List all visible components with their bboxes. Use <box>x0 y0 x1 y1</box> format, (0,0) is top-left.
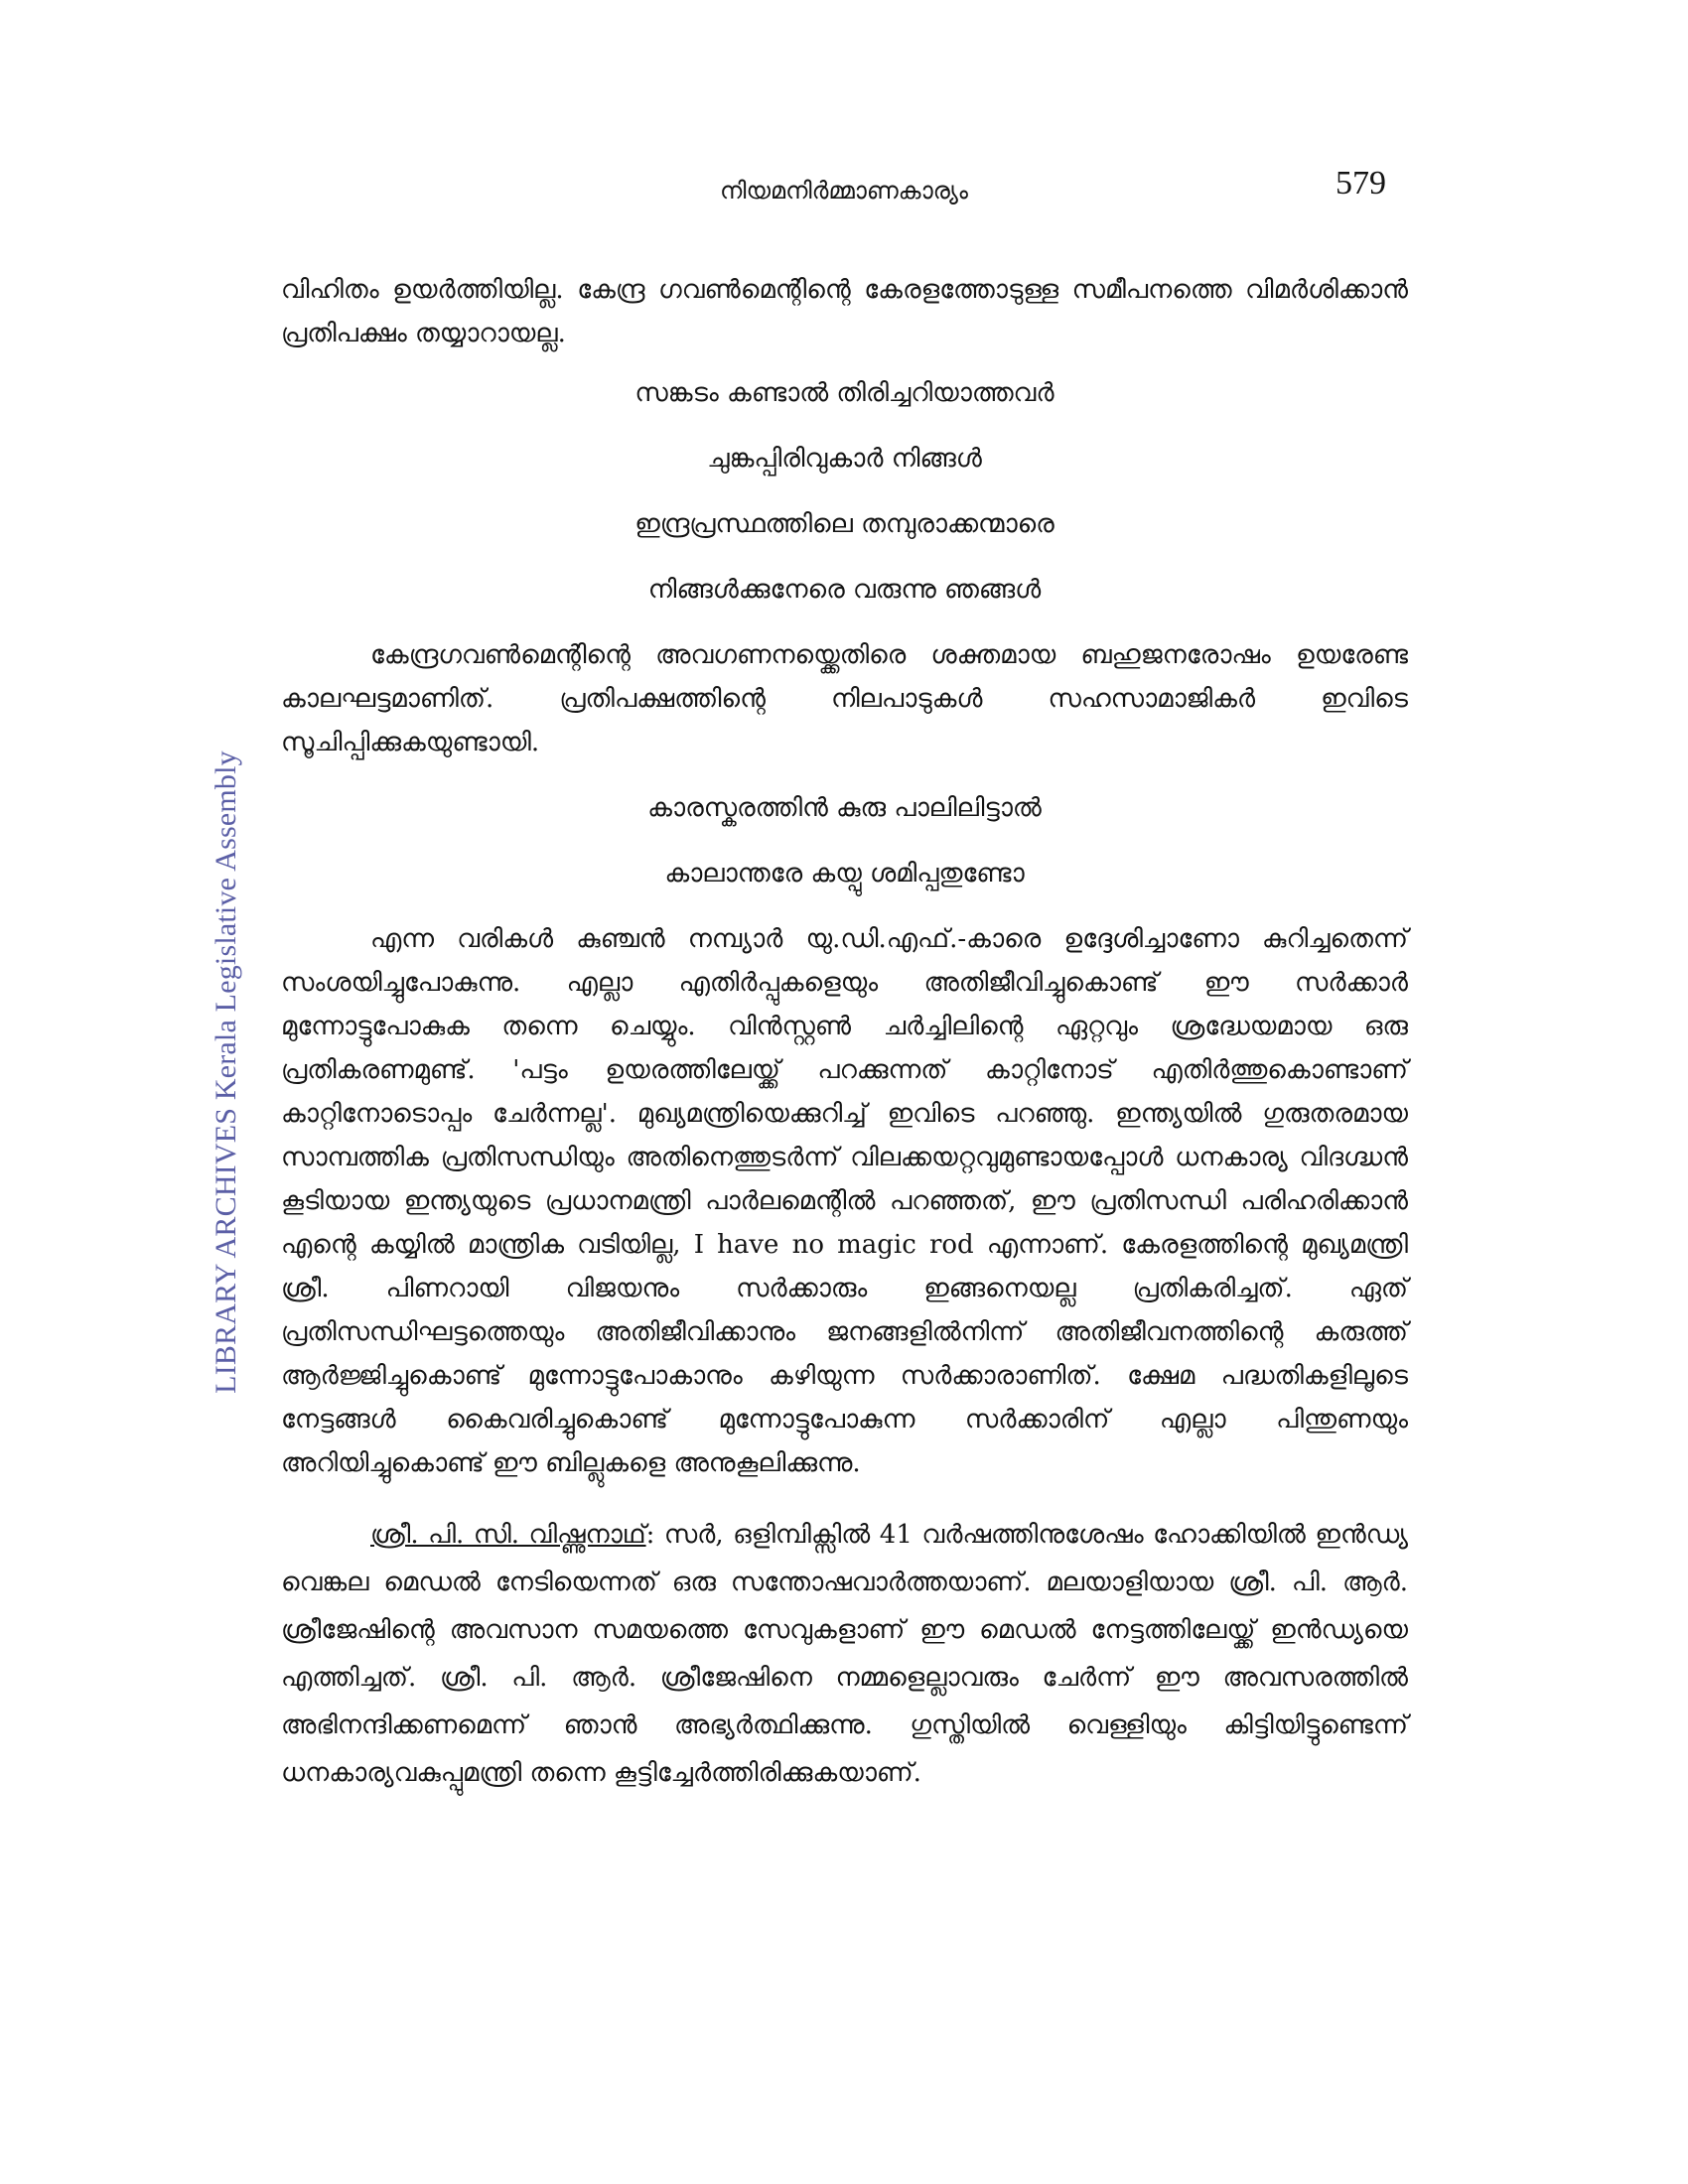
paragraph-2: കേന്ദ്രഗവൺമെന്റിന്റെ അവഗണനയ്ക്കെതിരെ ശക്തമായ ബഹുജനരോഷം ഉയരേണ്ട കാലഘട്ടമാണിത്. പ്രതിപക്ഷത്തിന്റെ നിലപാടുകൾ സഹസാമാജികർ ഇവിടെ സൂചിപ്പിക്കുകയുണ്ടായി. <box>281 640 1408 757</box>
verse-line: കാലാന്തരേ കയ്പു ശമിപ്പതുണ്ടോ <box>664 859 1025 888</box>
verse-line: നിങ്ങൾക്കുനേരെ വരുന്നു ഞങ്ങൾ <box>647 575 1042 605</box>
page-body <box>281 268 1408 1797</box>
speaker-colon: : <box>645 1520 655 1550</box>
paragraph-1: വിഹിതം ഉയർത്തിയില്ല. കേന്ദ്ര ഗവൺമെന്റിന്റെ കേരളത്തോടുള്ള സമീപനത്തെ വിമർശിക്കാൻ പ്രതിപക്ഷം തയ്യാറായല്ല. <box>281 275 1408 348</box>
speaker-paragraph <box>281 1511 1408 1797</box>
running-header-title: നിയമനിർമ്മാണകാര്യം <box>720 177 968 205</box>
verse-line: ചുങ്കപ്പിരിവുകാർ നിങ്ങൾ <box>707 444 982 474</box>
verse-line: കാരസ്കരത്തിൻ കുരു പാലിലിട്ടാൽ <box>647 793 1042 823</box>
verse-block-1 <box>281 371 1408 612</box>
speaker-speech: സർ, ഒളിമ്പിക്സിൽ 41 വർഷത്തിനുശേഷം ഹോക്കിയിൽ ഇൻഡ്യ വെങ്കല മെഡൽ നേടിയെന്നത് ഒരു സന്തോഷവാർത്തയാണ്. മലയാളിയായ ശ്രീ. പി. ആർ. ശ്രീജേഷിന്റെ അവസാന സമയത്തെ സേവുകളാണ് ഈ മെഡൽ നേട്ടത്തിലേയ്ക്ക് ഇൻഡ്യയെ എത്തിച്ചത്. ശ്രീ. പി. ആർ. ശ്രീജേഷിനെ നമ്മളെല്ലാവരും ചേർന്ന് ഈ അവസരത്തിൽ അഭിനന്ദിക്കണമെന്ന് ഞാൻ അഭ്യർത്ഥിക്കുന്നു. ഗുസ്തിയിൽ വെള്ളിയും കിട്ടിയിട്ടുണ്ടെന്ന് ധനകാര്യവകുപ്പുമന്ത്രി തന്നെ കൂട്ടിച്ചേർത്തിരിക്കുകയാണ്. <box>281 1520 1408 1788</box>
page-number: 579 <box>1336 165 1386 202</box>
verse-line: സങ്കടം കണ്ടാൽ തിരിച്ചറിയാത്തവർ <box>634 378 1055 408</box>
verse-block-2 <box>281 786 1408 895</box>
speaker-name: ശ്രീ. പി. സി. വിഷ്ണുനാഥ് <box>370 1520 646 1550</box>
verse-line: ഇന്ദ്രപ്രസ്ഥത്തിലെ തമ്പുരാക്കന്മാരെ <box>634 509 1055 539</box>
library-archives-watermark: LIBRARY ARCHIVES Kerala Legislative Assembly <box>210 751 242 1394</box>
paragraph-3: എന്ന വരികൾ കുഞ്ചൻ നമ്പ്യാർ യു.ഡി.എഫ്.-കാരെ ഉദ്ദേശിച്ചാണോ കുറിച്ചതെന്ന് സംശയിച്ചുപോകുന്നു. എല്ലാ എതിർപ്പുകളെയും അതിജീവിച്ചുകൊണ്ട് ഈ സർക്കാർ മുന്നോട്ടുപോകുക തന്നെ ചെയ്യും. വിൻസ്റ്റൺ ചർച്ചിലിന്റെ ഏറ്റവും ശ്രദ്ധേയമായ ഒരു പ്രതികരണമുണ്ട്. 'പട്ടം ഉയരത്തിലേയ്ക്ക് പറക്കുന്നത് കാറ്റിനോട് എതിർത്തുകൊണ്ടാണ് കാറ്റിനോടൊപ്പം ചേർന്നല്ല'. മുഖ്യമന്ത്രിയെക്കുറിച്ച് ഇവിടെ പറഞ്ഞു. ഇന്ത്യയിൽ ഗുരുതരമായ സാമ്പത്തിക പ്രതിസന്ധിയും അതിനെത്തുടർന്ന് വിലക്കയറ്റവുമുണ്ടായപ്പോൾ ധനകാര്യ വിദഗ്ദ്ധൻ കൂടിയായ ഇന്ത്യയുടെ പ്രധാനമന്ത്രി പാർലമെന്റിൽ പറഞ്ഞത്, ഈ പ്രതിസന്ധി പരിഹരിക്കാൻ എന്റെ കയ്യിൽ മാന്ത്രിക വടിയില്ല, I have no magic rod എന്നാണ്. കേരളത്തിന്റെ മുഖ്യമന്ത്രി ശ്രീ. പിണറായി വിജയനും സർക്കാരും ഇങ്ങനെയല്ല പ്രതികരിച്ചത്. ഏത് പ്രതിസന്ധിഘട്ടത്തെയും അതിജീവിക്കാനും ജനങ്ങളിൽനിന്ന് അതിജീവനത്തിന്റെ കരുത്ത് ആർജ്ജിച്ചുകൊണ്ട് മുന്നോട്ടുപോകാനും കഴിയുന്ന സർക്കാരാണിത്. ക്ഷേമ പദ്ധതികളിലൂടെ നേട്ടങ്ങൾ കൈവരിച്ചുകൊണ്ട് മുന്നോട്ടുപോകുന്ന സർക്കാരിന് എല്ലാ പിന്തുണയും അറിയിച്ചുകൊണ്ട് ഈ ബില്ലുകളെ അനുകൂലിക്കുന്നു. <box>281 924 1408 1478</box>
